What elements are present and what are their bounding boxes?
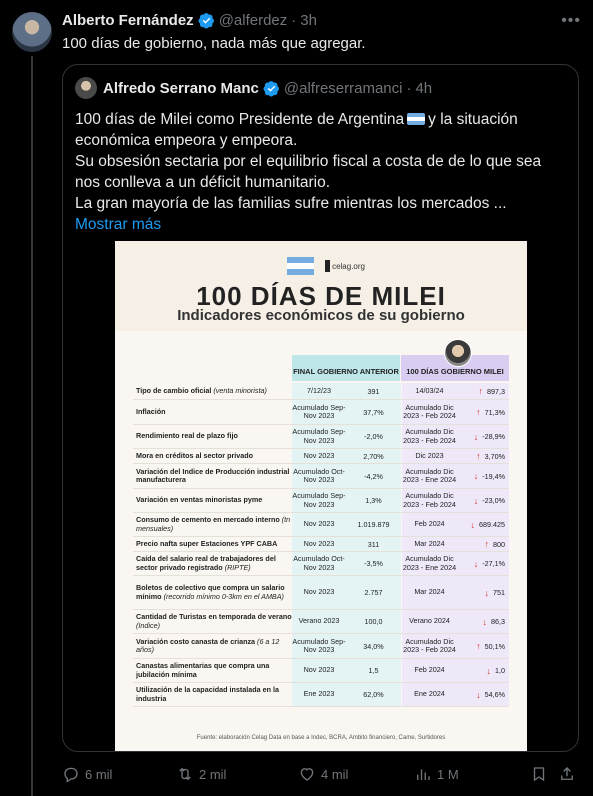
milei-value-cell xyxy=(457,449,509,463)
milei-period: Mar 2024 xyxy=(402,537,457,551)
reply-icon xyxy=(62,765,80,783)
indicator-label-text: Inflación xyxy=(136,406,166,416)
infographic-source: Fuente: elaboración Celag Data en base a Indec, BCRA, Ambito financiero, Came, Surtidores xyxy=(196,735,446,741)
retweet-button[interactable] xyxy=(176,765,226,783)
milei-value-cell xyxy=(457,537,509,551)
milei-period: 14/03/24 xyxy=(402,383,457,399)
tweet-time[interactable]: 3h xyxy=(300,11,317,29)
previous-value: 62,0% xyxy=(346,683,401,706)
previous-value: 1,5 xyxy=(346,659,401,682)
previous-period: Acumulado Sep-Nov 2023 xyxy=(292,425,346,448)
milei-value: 86,3 xyxy=(491,617,505,626)
indicator-label-text: Consumo de cemento en mercado interno xyxy=(136,515,280,524)
milei-value: 3,70% xyxy=(484,451,505,461)
milei-period: Acumulado Dic 2023 - Feb 2024 xyxy=(402,400,457,424)
milei-value-cell xyxy=(457,683,509,706)
previous-value: 34,0% xyxy=(346,634,401,658)
show-more-link[interactable]: Mostrar más xyxy=(75,216,162,233)
column-header-milei: 100 DÍAS GOBIERNO MILEI xyxy=(401,355,509,381)
indicator-label-text: Utilización de la capacidad instalada en la industria xyxy=(136,685,279,703)
quote-line-3: La gran mayoría de las familias sufre mientras los mercados ... xyxy=(75,195,507,212)
celag-logo-mark xyxy=(325,260,330,272)
previous-period: 7/12/23 xyxy=(292,383,346,399)
quoted-tweet[interactable] xyxy=(62,64,579,752)
table-row xyxy=(133,383,509,400)
indicator-label-text: Variación costo canasta de crianza xyxy=(136,636,256,646)
previous-value: 1.019.879 xyxy=(346,513,401,536)
more-options-icon[interactable]: ••• xyxy=(561,12,581,29)
previous-period: Verano 2023 xyxy=(292,610,346,633)
heart-icon xyxy=(298,765,316,783)
milei-value-cell xyxy=(457,552,509,575)
milei-value: -27,1% xyxy=(482,559,505,568)
milei-value-cell xyxy=(457,489,509,512)
table-row xyxy=(133,552,509,576)
share-button[interactable] xyxy=(558,765,581,783)
indicator-label xyxy=(133,638,292,655)
milei-value: 50,1% xyxy=(484,641,505,651)
views-chart-icon xyxy=(414,765,432,783)
table-row xyxy=(133,610,509,634)
separator-dot: · xyxy=(406,79,412,97)
milei-value: 751 xyxy=(493,588,505,597)
tweet-text: 100 días de gobierno, nada más que agregar. xyxy=(62,35,366,52)
milei-value-cell xyxy=(457,610,509,633)
arrow-up-icon: ↑ xyxy=(476,641,481,651)
milei-period: Feb 2024 xyxy=(402,513,457,536)
previous-period: Nov 2023 xyxy=(292,659,346,682)
previous-value: 100,0 xyxy=(346,610,401,633)
arrow-up-icon: ↑ xyxy=(484,539,489,549)
indicator-label xyxy=(133,613,292,630)
views-button[interactable] xyxy=(414,765,459,783)
views-count: 1 M xyxy=(437,766,459,782)
infographic-subtitle: Indicadores económicos de su gobierno xyxy=(177,307,465,324)
tweet-header xyxy=(62,10,581,30)
infographic-image[interactable] xyxy=(115,241,527,751)
milei-value-cell xyxy=(457,576,509,609)
table-row xyxy=(133,576,509,610)
quote-line-2: Su obsesión sectaria por el equilibrio fiscal a costa de de lo que sea nos conlleva a un déficit humanitario. xyxy=(75,153,542,191)
milei-value-cell xyxy=(457,383,509,399)
indicator-table xyxy=(133,383,509,707)
milei-value: 1,0 xyxy=(495,666,505,675)
indicator-label xyxy=(133,555,292,572)
argentina-flag-icon xyxy=(407,113,425,125)
milei-period: Acumulado Dic 2023 - Feb 2024 xyxy=(402,489,457,512)
previous-period: Acumulado Oct-Nov 2023 xyxy=(292,552,346,575)
indicator-label-text: Cantidad de Turistas en temporada de verano xyxy=(136,612,292,621)
table-row xyxy=(133,513,509,537)
arrow-down-icon: ↓ xyxy=(473,431,479,442)
milei-value: 800 xyxy=(493,539,505,549)
quote-author-handle: @alfreserramanci xyxy=(283,79,403,97)
bookmark-icon xyxy=(530,765,548,783)
indicator-label-text: Mora en créditos al sector privado xyxy=(136,450,254,460)
quote-author-name: Alfredo Serrano Manc xyxy=(103,79,259,97)
indicator-label-text: Variación en ventas minoristas pyme xyxy=(136,495,263,505)
indicator-label-text: Boletos de colectivo que compra un salario mínimo xyxy=(136,583,285,601)
reply-button[interactable] xyxy=(62,765,112,783)
action-bar xyxy=(62,764,579,784)
thread-line xyxy=(31,56,33,796)
arrow-up-icon: ↑ xyxy=(476,451,481,461)
milei-portrait xyxy=(444,339,472,367)
indicator-label-note: (recorrido mínimo 0-3km en el AMBA) xyxy=(163,591,284,601)
indicator-label-note: (Indice) xyxy=(136,620,160,630)
indicator-label-note: (venta minorista) xyxy=(213,385,267,395)
bookmark-button[interactable] xyxy=(530,765,553,783)
table-row xyxy=(133,659,509,683)
author-avatar[interactable] xyxy=(12,12,52,52)
indicator-label-text: Caída del salario real de trabajadores del sector privado registrado xyxy=(136,554,276,572)
previous-period: Acumulado Sep-Nov 2023 xyxy=(292,489,346,512)
milei-value: -28,9% xyxy=(482,432,505,441)
retweet-icon xyxy=(176,765,194,783)
table-row xyxy=(133,683,509,707)
arrow-down-icon: ↓ xyxy=(486,665,491,676)
table-row xyxy=(133,464,509,489)
quote-author-avatar xyxy=(75,77,97,99)
quote-header xyxy=(75,77,566,99)
indicator-label xyxy=(133,516,292,533)
previous-period: Acumulado Sep-Nov 2023 xyxy=(292,634,346,658)
previous-value: -2,0% xyxy=(346,425,401,448)
previous-value: 37,7% xyxy=(346,400,401,424)
indicator-label-note: (RIPTE) xyxy=(224,562,251,572)
previous-period: Ene 2023 xyxy=(292,683,346,706)
milei-value-cell xyxy=(457,425,509,448)
indicator-label xyxy=(133,408,292,417)
milei-period: Feb 2024 xyxy=(402,659,457,682)
previous-period: Acumulado Oct-Nov 2023 xyxy=(292,464,346,488)
milei-value-cell xyxy=(457,400,509,424)
quote-line-1b: y la situación económica empeora y empeora. xyxy=(75,111,518,149)
milei-value-cell xyxy=(457,464,509,488)
previous-period: Nov 2023 xyxy=(292,576,346,609)
author-handle[interactable]: @alferdez xyxy=(218,11,288,29)
arrow-down-icon: ↓ xyxy=(470,519,476,530)
quote-text xyxy=(75,109,564,235)
milei-value: -23,0% xyxy=(482,496,505,505)
indicator-label xyxy=(133,662,292,679)
milei-period: Acumulado Dic 2023 - Feb 2024 xyxy=(402,425,457,448)
milei-value-cell xyxy=(457,634,509,658)
indicator-label xyxy=(133,584,292,601)
milei-value: -19,4% xyxy=(482,471,505,481)
milei-value: 689.425 xyxy=(479,520,505,529)
separator-dot: · xyxy=(291,11,297,29)
arrow-down-icon: ↓ xyxy=(473,495,479,506)
milei-period: Ene 2024 xyxy=(402,683,457,706)
milei-value-cell xyxy=(457,513,509,536)
previous-value: 2,70% xyxy=(346,449,401,463)
arrow-down-icon: ↓ xyxy=(473,558,479,569)
argentina-flag-icon xyxy=(287,257,314,275)
milei-value: 54,6% xyxy=(484,690,505,699)
table-row xyxy=(133,425,509,449)
arrow-down-icon: ↓ xyxy=(482,616,487,627)
previous-value: -4,2% xyxy=(346,464,401,488)
previous-period: Nov 2023 xyxy=(292,513,346,536)
celag-logo-text: celag.org xyxy=(332,261,365,271)
indicator-label xyxy=(133,468,292,485)
indicator-label-text: Rendimiento real de plazo fijo xyxy=(136,431,238,441)
indicator-label xyxy=(133,432,292,441)
indicator-label-note: (6 a 12 años) xyxy=(136,636,280,654)
previous-period: Nov 2023 xyxy=(292,537,346,551)
column-header-previous: FINAL GOBIERNO ANTERIOR xyxy=(292,355,400,381)
author-name[interactable]: Alberto Fernández xyxy=(62,11,194,29)
arrow-down-icon: ↓ xyxy=(476,689,481,700)
infographic-title: 100 DÍAS DE MILEI xyxy=(196,281,446,311)
previous-value: 1,3% xyxy=(346,489,401,512)
previous-value: -3,5% xyxy=(346,552,401,575)
verified-badge-icon xyxy=(198,12,215,29)
indicator-label-text: Canastas alimentarias que compra una jubilación mínima xyxy=(136,661,270,679)
quote-line-1a: 100 días de Milei como Presidente de Argentina xyxy=(75,111,405,128)
indicator-label xyxy=(133,686,292,703)
arrow-down-icon: ↓ xyxy=(473,471,479,481)
like-button[interactable] xyxy=(298,765,348,783)
verified-badge-icon xyxy=(263,80,280,97)
milei-value: 71,3% xyxy=(484,407,505,417)
table-row xyxy=(133,634,509,659)
milei-period: Verano 2024 xyxy=(402,610,457,633)
arrow-up-icon: ↑ xyxy=(476,407,481,417)
previous-period: Nov 2023 xyxy=(292,449,346,463)
arrow-down-icon: ↓ xyxy=(484,587,489,598)
previous-value: 311 xyxy=(346,537,401,551)
table-row xyxy=(133,449,509,464)
indicator-label-text: Variación del Indice de Producción industrial manufacturera xyxy=(136,466,290,484)
indicator-label-text: Tipo de cambio oficial xyxy=(136,385,212,395)
previous-period: Acumulado Sep-Nov 2023 xyxy=(292,400,346,424)
reply-count: 6 mil xyxy=(85,766,113,782)
arrow-up-icon: ↑ xyxy=(478,386,483,396)
indicator-label-note: (tn mensuales) xyxy=(136,515,291,533)
milei-value: 897,3 xyxy=(487,386,505,396)
table-row xyxy=(133,400,509,425)
table-row xyxy=(133,489,509,513)
indicator-label xyxy=(133,452,292,461)
table-row xyxy=(133,537,509,552)
like-count: 4 mil xyxy=(321,766,349,782)
milei-period: Acumulado Dic 2023 - Ene 2024 xyxy=(402,552,457,575)
indicator-label-text: Precio nafta super Estaciones YPF CABA xyxy=(136,538,278,548)
milei-period: Acumulado Dic 2023 - Feb 2024 xyxy=(402,634,457,658)
milei-value-cell xyxy=(457,659,509,682)
quote-time: 4h xyxy=(415,79,433,97)
previous-value: 391 xyxy=(346,383,401,399)
milei-period: Acumulado Dic 2023 - Ene 2024 xyxy=(402,464,457,488)
celag-logo xyxy=(325,259,365,273)
milei-period: Mar 2024 xyxy=(402,576,457,609)
milei-period: Dic 2023 xyxy=(402,449,457,463)
indicator-label xyxy=(133,387,292,396)
indicator-label xyxy=(133,496,292,505)
previous-value: 2.757 xyxy=(346,576,401,609)
indicator-label xyxy=(133,540,292,549)
share-icon xyxy=(558,765,576,783)
retweet-count: 2 mil xyxy=(199,766,227,782)
